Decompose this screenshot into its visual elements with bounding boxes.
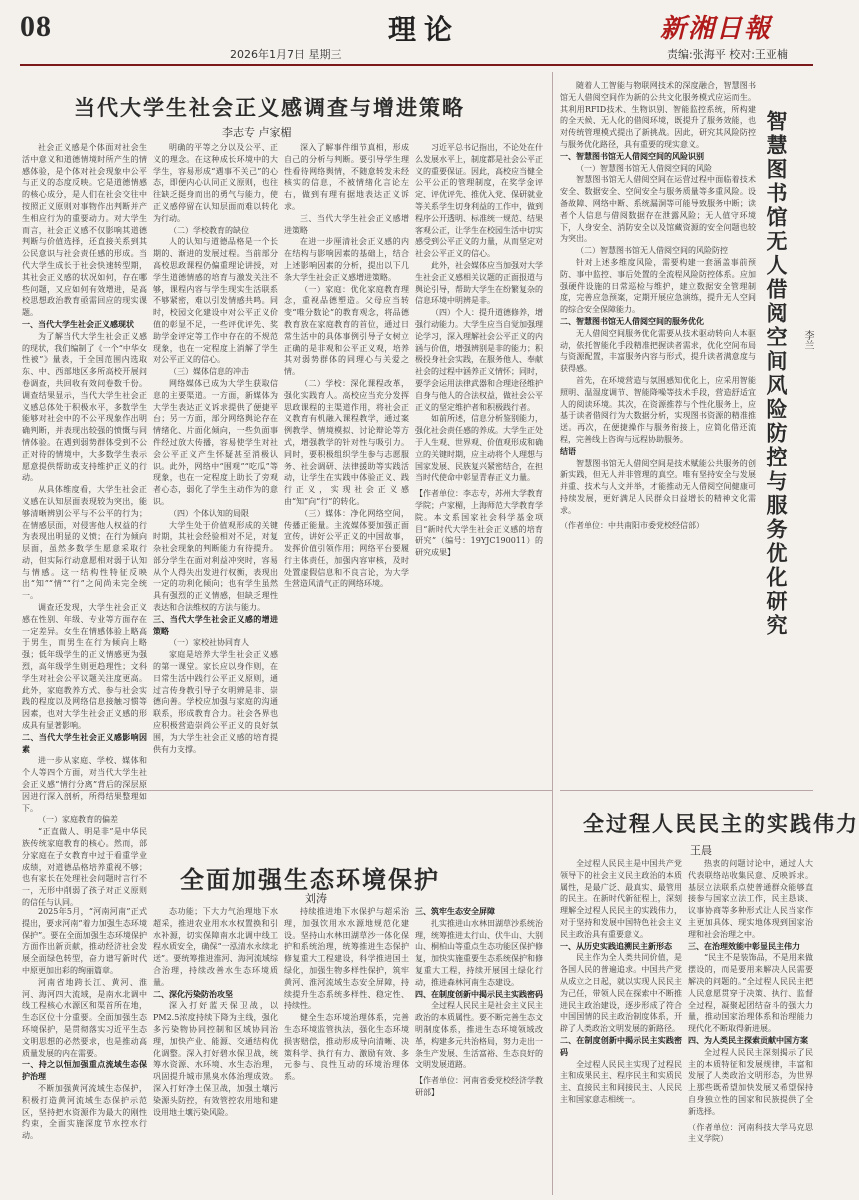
paragraph: 河南省地跨长江、黄河、淮河、海河四大流域，是南水北调中线工程核心水源区和渠首所在地，生态区位十分重要。全面加强生态环境保护，是贯彻落实习近平生态文明思想的必然要求，也是推动高质量发展的内在需要。 [22,977,147,1058]
paragraph: （三）媒体信息的冲击 [169,367,249,377]
article-3-author: 李兰 [802,330,813,350]
paragraph: （一）家庭教育的偏差 [38,815,118,825]
paragraph: 人的认知与道德品格是一个长期的、渐进的发展过程。当前部分高校思政课程仍偏重理论讲授，对学生道德情感的培育与激发关注不够，课程内容与学生现实生活联系不够紧密，难以引发情感共鸣。同时，校园文化建设中对公平正义价值的彰显不足，一些评优评先、奖助学金评定等工作中存在的不规范现象，也在一定程度上消解了学生对公平正义的信心。 [153,237,278,365]
article-3-body [560,80,756,780]
section-divider [20,790,552,791]
paragraph: 首先，在环境营造与氛围感知优化上，应采用智能照明、温湿度调节、智能降噪等技术手段，营造舒适宜人的阅读环境。其次，在资源推荐与个性化服务上，应基于读者借阅行为大数据分析，实现图书资源的精准推送。再次，在便捷操作与服务衔接上，应简化借还流程，完善线上咨询与远程协助服务。 [560,375,756,444]
paragraph: （一）家校社协同育人 [169,638,249,648]
article-2-column-4 [415,906,543,1194]
paragraph: （四）个人：提升道德修养，增强行动能力。大学生应当自觉加强理论学习，深入理解社会公平正义的内涵与价值，增强辨别是非的能力；积极投身社会实践，在服务他人、奉献社会的过程中涵养正义情怀；同时，要学会运用法律武器和合理途径维护自身与他人的合法权益，做社会公平正义的坚定维护者和积极践行者。 [415,308,543,412]
paragraph: 深入了解事件细节真相，形成自己的分析与判断。要引导学生理性看待网络舆情，不随意转发未经核实的信息，不被情绪化言论左右，做到有理有据地表达正义诉求。 [284,143,409,211]
paragraph: 调查还发现，大学生社会正义感在性别、年级、专业等方面存在一定差异。女生在情感体验上略高于男生，而男生在行为倾向上略强；低年级学生的正义情感更为强烈，高年级学生则更趋理性；文科学生对社会公平议题关注度更高。此外，家庭教养方式、参与社会实践的程度以及网络信息接触习惯等因素，也对大学生社会正义感的形成具有显著影响。 [22,603,147,731]
paragraph: 态功能；下大力气治理地下水超采，推进农业用水水权置换和引水补源，切实保障南水北调中线工程水质安全，确保“一泓清水永续北送”。要统筹推进淮河、海河流域综合治理，持续改善水生态环境质量。 [153,907,278,987]
paragraph: 全过程人民民主实现了过程民主和成果民主、程序民主和实质民主、直接民主和间接民主、人民民主和国家意志相统一。 [560,1059,682,1104]
paragraph: 习近平总书记指出，不论处在什么发展水平上，制度都是社会公平正义的重要保证。因此，高校应当健全公平公正的管理制度，在奖学金评定、评优评先、推优入党、保研就业等关系学生切身利益的工作中，做到程序公开透明、标准统一规范、结果客观公正，让学生在校园生活中切实感受到公平正义的力量，从而坚定对社会公平正义的信心。 [415,143,543,259]
paragraph: 全过程人民民主是中国共产党领导下的社会主义民主政治的本质属性，是最广泛、最真实、最管用的民主。在新时代新征程上，深刻理解全过程人民民主的实践伟力，对于坚持和发展中国特色社会主义民主政治具有重要意义。 [560,859,682,939]
paragraph: 持续推进地下水保护与超采治理，加强饮用水水源地规范化建设。坚持山水林田湖草沙一体化保护和系统治理，统筹推进生态保护修复重大工程建设，科学推进国土绿化，加强生物多样性保护，筑牢黄河、淮河流域生态安全屏障，持续提升生态系统多样性、稳定性、持续性。 [284,907,409,1011]
paragraph: 智慧图书馆无人借阅空间是技术赋能公共服务的创新实践，但无人并非管理的真空。唯有坚持安全与发展并重、技术与人文并举，才能推动无人借阅空间健康可持续发展，更好满足人民群众日益增长的精神文化需求。 [560,458,756,515]
paragraph: 民主作为全人类共同价值，是各国人民的普遍追求。中国共产党从成立之日起，就以实现人民民主为己任，带领人民在探索中不断推进民主政治建设，逐步形成了符合中国国情的民主政治制度体系，开辟了人类政治文明发展的新路径。 [560,953,682,1034]
author-note: 【作者单位：李志专，苏州大学教育学院；卢家楣，上海师范大学教育学院。本文系国家社会科学基金项目“新时代大学生社会正义感的培育研究”（编号：19YJC190011）的研究成果】 [415,489,543,558]
article-4-byline: 王晨 [690,844,712,857]
article-2-headline: 全面加强生态环境保护 [180,865,440,894]
paragraph: “民主不是装饰品，不是用来做摆设的，而是要用来解决人民需要解决的问题的。”全过程人民民主把人民意愿贯穿于决策、执行、监督全过程，凝聚起团结奋斗的强大力量，推动国家治理体系和治理能力现代化不断取得新进展。 [688,953,813,1034]
article-2-column-2 [153,906,278,1194]
article-1-column-1 [22,142,147,907]
editor-credits: 责编:张海平 校对:王亚楠 [667,48,788,61]
column-divider [552,72,553,790]
section-subheading: 二、智慧图书馆无人借阅空间的服务优化 [560,315,704,326]
section-subheading: 一、从历史实践追溯民主新形态 [560,940,672,951]
paragraph: （三）媒体：净化网络空间，传播正能量。主流媒体要加强正面宣传，讲好公平正义的中国故事，发挥价值引领作用；网络平台要履行主体责任，加强内容审核，及时处置虚假信息和不良言论，为大学生营造风清气正的网络环境。 [284,508,409,589]
section-subheading: 二、在制度创新中揭示民主实践密码 [560,1034,682,1057]
article-4-column-2 [688,858,813,1194]
section-subheading: 一、当代大学生社会正义感现状 [22,318,134,329]
paragraph: 为了解当代大学生社会正义感的现状，我们编制了《一个“中华女性被”》量表，于全国范围内选取东、中、西部地区多所高校开展问卷调查，共回收有效问卷数千份。调查结果显示，当代大学生社会正义感总体处于积极水平，多数学生能够对社会中的不公平现象作出明确判断，并表现出较强的愤慨与同情体验。在遇到弱势群体受到不公正对待的情境中，大多数学生表示愿意提供帮助或支持维护正义的行动。 [22,331,147,483]
paragraph: 全过程人民民主深刻揭示了民主的本质特征和发展规律，丰富和发展了人类政治文明形态，为世界上那些既希望加快发展又希望保持自身独立性的国家和民族提供了全新选择。 [688,1047,813,1116]
paragraph: 深入打好蓝天保卫战，以PM2.5浓度持续下降为主线，强化多污染物协同控制和区域协同治理，加快产业、能源、交通结构优化调整。深入打好碧水保卫战，统筹水资源、水环境、水生态治理，巩固提升城市黑臭水体治理成效。深入打好净土保卫战，加强土壤污染源头防控，有效管控农用地和建设用地土壤污染风险。 [153,1001,278,1117]
paragraph: 针对上述多维度风险，需要构建一套涵盖事前预防、事中监控、事后处置的全流程风险防控体系。应加强硬件设施的日常巡检与维护，建立数据安全管理制度，完善应急预案，定期开展应急演练，提升无人空间的综合安全保障能力。 [560,257,756,315]
article-1-column-4 [415,142,543,782]
paragraph: 扎实推进山水林田湖草沙系统治理，统筹推进太行山、伏牛山、大别山、桐柏山等重点生态功能区保护修复，加快实施重要生态系统保护和修复重大工程，持续开展国土绿化行动，推进森林河南生态建设。 [415,918,543,987]
paragraph: （二）学校教育的缺位 [169,225,249,235]
paragraph: （二）智慧图书馆无人借阅空间的风险防控 [576,246,728,256]
section-subheading: 一、智慧图书馆无人借阅空间的风险识别 [560,150,704,161]
article-1-column-3 [284,142,409,782]
author-note: （作者单位：河南科技大学马克思主义学院） [688,1122,813,1144]
paragraph: 此外，社会媒体应当加强对大学生社会正义感相关议题的正面报道与舆论引导，帮助大学生在纷繁复杂的信息环境中明辨是非。 [415,260,543,306]
author-note: （作者单位：中共南阳市委党校经信部） [560,521,704,531]
paragraph: 智慧图书馆无人借阅空间在运营过程中面临着技术安全、数据安全、空间安全与服务质量等多重风险。设备故障、网络中断、系统漏洞等可能导致服务中断；读者个人信息与借阅数据存在泄露风险；无人值守环境下，人身安全、消防安全以及馆藏资源的安全问题也较为突出。 [560,175,756,244]
section-subheading: 二、当代大学生社会正义感影响因素 [22,731,147,754]
paragraph: 大学生处于价值观形成的关键时期，其社会经验相对不足，对复杂社会现象的判断能力有待提升。部分学生在面对利益冲突时，容易从个人得失出发进行权衡，表现出一定的功利化倾向；也有学生虽然具有强烈的正义情感，但缺乏理性表达和合法维权的方法与能力。 [153,520,278,613]
section-subheading: 一、持之以恒加强重点流域生态保护治理 [22,1059,147,1082]
paragraph: 社会正义感是个体面对社会生活中意义和道德情境时所产生的情感体验，是个体对社会现象中公平与正义的态度反映。它是道德情感的核心成分，是人们在社会交往中按照正义原则对事物作出判断并产生相应行为的重要动力。对大学生而言，社会正义感不仅影响其道德判断与价值选择，还直接关系到其公民意识与社会责任感的形成。当代大学生成长于社会快速转型期，其社会正义感的状况如何，存在哪些问题，又应如何有效增进，是高校思想政治教育亟需回应的现实课题。 [22,143,147,318]
page-number: 08 [20,10,52,43]
paragraph: 家庭是培养大学生社会正义感的第一课堂。家长应以身作则，在日常生活中践行公平正义原则，通过言传身教引导子女明辨是非、崇德向善。学校应加强与家庭的沟通联系，形成教育合力。社会各界也应积极营造崇尚公平正义的良好氛围，为大学生社会正义感的培育提供有力支撑。 [153,650,278,754]
section-subheading: 三、当代大学生社会正义感的增进策略 [153,613,278,636]
paragraph: （一）家庭：优化家庭教育理念，重视品德塑造。父母应当转变“唯分数论”的教育观念，将品德教育放在家庭教育的首位，通过日常生活中的具体事例引导子女树立正确的是非观和公平正义观，培养其对弱势群体的同理心与关爱之情。 [284,284,409,377]
paragraph: 健全生态环境治理体系，完善生态环境监管执法，强化生态环境损害赔偿，推动形成导向清晰、决策科学、执行有力、激励有效、多元参与、良性互动的环境治理体系。 [284,1013,409,1082]
newspaper-logo: 新湘日報 [660,14,773,44]
section-subheading: 三、筑牢生态安全屏障 [415,906,495,916]
paragraph: 在进一步厘清社会正义感的内在结构与影响因素的基础上，结合上述影响因素的分析，提出以下几条大学生社会正义感增进策略。 [284,237,409,282]
paragraph: 网络媒体已成为大学生获取信息的主要渠道。一方面，新媒体为大学生表达正义诉求提供了便捷平台；另一方面，部分网络舆论存在情绪化、片面化倾向，一些负面事件经过放大传播，容易使学生对社会公平正义产生怀疑甚至消极认识。此外，网络中“围观”“吃瓜”等现象，也在一定程度上助长了旁观者心态，弱化了学生主动作为的意识。 [153,378,278,506]
article-2-column-1 [22,906,147,1194]
section-subheading: 结语 [560,445,576,456]
masthead-rule [20,64,813,66]
paragraph: 明确的平等之分以及公平、正义的理念。在这种成长环境中的大学生，容易形成“遇事不关己”的心态，即便内心认同正义原则，也往往缺乏挺身而出的勇气与能力，使正义感停留在认知层面而难以转化为行动。 [153,143,278,223]
paragraph: 三、当代大学生社会正义感增进策略 [284,213,409,235]
paragraph: 随着人工智能与物联网技术的深度融合，智慧图书馆无人借阅空间作为新的公共文化服务模式应运而生。其利用RFID技术、生物识别、智能监控系统，所构建的全天候、无人化的借阅环境，既提升了服务效能，也对传统管理模式提出了新挑战。因此，研究其风险防控与服务优化路径，具有重要的现实意义。 [560,81,756,149]
paragraph: 2025年5月，“河南河南”正式提出，要求河南“着力加强生态环境保护”。要在全面加强生态环境保护方面作出新贡献，推动经济社会发展全面绿色转型，奋力谱写新时代中原更加出彩的绚丽篇章。 [22,907,147,975]
section-subheading: 二、深化污染防治攻坚 [153,988,233,999]
paragraph: （一）智慧图书馆无人借阅空间的风险 [576,163,712,173]
section-subheading: 四、为人类民主探索贡献中国方案 [688,1034,808,1045]
article-4-headline: 全过程人民民主的实践伟力 [583,811,859,836]
paragraph: 全过程人民民主是社会主义民主政治的本质属性。要不断完善生态文明制度体系，推进生态环境领域改革，构建多元共治格局，努力走出一条生产发展、生活富裕、生态良好的文明发展道路。 [415,1001,543,1070]
paragraph: “正直做人、明是非”是中华民族传统家庭教育的核心。然而，部分家庭在子女教育中过于看重学业成绩，对道德品格培养重视不够；也有家长在处理社会问题时言行不一，无形中削弱了孩子对正义原则的信任与认同。 [22,827,147,907]
article-1-byline: 李志专 卢家楣 [222,126,292,139]
article-1-headline: 当代大学生社会正义感调查与增进策略 [74,95,465,120]
paragraph: 热衷的问题讨论中，通过人大代表联络站收集民意、反映诉求。基层立法联系点使普通群众能够直接参与国家立法工作，民主恳谈、议事协商等多种形式让人民当家作主更加具体、现实地体现到国家治理和社会治理之中。 [688,859,813,939]
paragraph: （二）学校：深化课程改革，强化实践育人。高校应当充分发挥思政课程的主渠道作用，将社会正义教育有机融入课程教学，通过案例教学、情境模拟、讨论辩论等方式，增强教学的针对性与吸引力。同时，要积极组织学生参与志愿服务、社会调研、法律援助等实践活动，让学生在实践中体验正义、践行正义，实现社会正义感由“知”向“行”的转化。 [284,378,409,506]
section-divider [560,790,813,791]
author-note: 【作者单位：河南省委党校经济学教研部】 [415,1076,543,1097]
paragraph: 进一步从家庭、学校、媒体和个人等四个方面，对当代大学生社会正义感“情行分离”背后的深层原因进行深入剖析，所得结果整理如下。 [22,756,147,813]
paragraph: （四）个体认知的局限 [169,508,249,518]
column-divider [552,790,553,1195]
section-title: 理论 [388,13,461,46]
section-subheading: 三、在治理效能中彰显民主伟力 [688,940,800,951]
paragraph: 如前所述，信息分析鉴别能力，强化社会责任感的养成。大学生正处于人生观、世界观、价值观形成和确立的关键时期，应主动将个人理想与国家发展、民族复兴紧密结合，在担当时代使命中彰显青春正义力量。 [415,414,543,483]
section-subheading: 四、在制度创新中揭示民主实践密码 [415,988,543,999]
publication-date: 2026年1月7日 星期三 [230,48,342,61]
paragraph: 从具体维度看，大学生社会正义感在认知层面表现较为突出，能够清晰辨别公平与不公平的行为；在情感层面，对侵害他人权益的行为表现出明显的义愤；在行为倾向层面，虽然多数学生愿意采取行动，但实际行动意愿相对弱于认知与情感。这一结构性特征反映出“知”“情”“行”之间尚未完全统一。 [22,485,147,601]
article-3-headline: 智慧图书馆无人借阅空间风险防控与服务优化研究 [764,110,789,638]
article-1-column-2 [153,142,278,782]
paragraph: 不断加强黄河流域生态保护，积极打造黄河流域生态保护示范区，坚持把水资源作为最大的刚性约束，全面实施深度节水控水行动。 [22,1083,147,1141]
paragraph: 无人借阅空间服务优化需要从技术驱动转向人本驱动，依托智能化手段精准把握读者需求，优化空间布局与资源配置，丰富服务内容与形式，提升读者满意度与获得感。 [560,328,756,374]
article-2-column-3 [284,906,409,1194]
article-4-column-1 [560,858,682,1194]
article-2-byline: 刘涛 [305,892,327,905]
